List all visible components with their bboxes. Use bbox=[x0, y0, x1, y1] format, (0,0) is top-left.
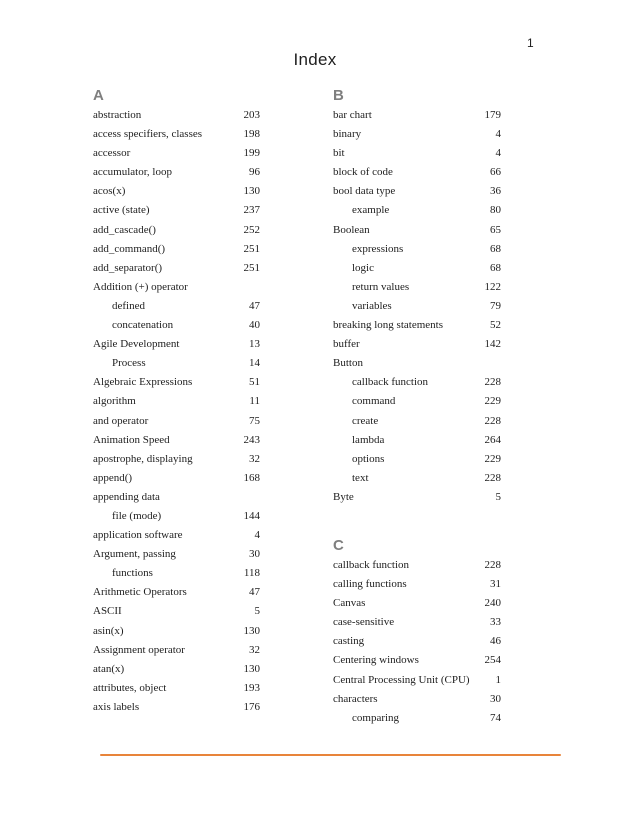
entry-term: expressions bbox=[352, 242, 404, 255]
entry-term: append() bbox=[93, 471, 133, 484]
entry-term: callback function bbox=[352, 376, 429, 389]
entry-term: axis labels bbox=[93, 700, 140, 713]
index-entry bbox=[333, 182, 501, 201]
index-entry bbox=[93, 201, 260, 220]
entry-page-number: 33 bbox=[490, 616, 501, 629]
index-entry bbox=[93, 392, 260, 411]
entry-page-number: 179 bbox=[484, 109, 501, 121]
entry-page-number: 122 bbox=[484, 280, 501, 293]
index-subentry bbox=[93, 354, 260, 373]
entry-page-number: 228 bbox=[484, 559, 501, 571]
entry-page-number: 13 bbox=[249, 338, 260, 351]
entry-page-number: 30 bbox=[249, 548, 260, 561]
index-entry bbox=[333, 335, 501, 354]
entry-term: Canvas bbox=[333, 597, 366, 610]
entry-page-number: 254 bbox=[484, 654, 501, 667]
entry-term: bit bbox=[333, 147, 345, 160]
entry-page-number: 68 bbox=[490, 242, 501, 255]
entry-term: Addition (+) operator bbox=[93, 280, 188, 293]
section-letter-b: B bbox=[333, 87, 344, 104]
entry-term: functions bbox=[112, 567, 153, 580]
entry-term: casting bbox=[333, 635, 365, 648]
index-title: Index bbox=[293, 50, 337, 69]
entry-term: characters bbox=[333, 692, 378, 705]
index-entry bbox=[333, 488, 501, 507]
entry-term: lambda bbox=[352, 433, 385, 446]
entry-page-number: 74 bbox=[490, 711, 501, 724]
entry-page-number: 47 bbox=[249, 586, 260, 599]
index-entry bbox=[93, 335, 260, 354]
index-entry bbox=[93, 660, 260, 679]
entry-term: appending data bbox=[93, 490, 160, 503]
index-entry bbox=[93, 182, 260, 201]
entry-term: options bbox=[352, 452, 385, 465]
index-column-a bbox=[93, 85, 260, 717]
index-subentry bbox=[333, 450, 501, 469]
entry-page-number: 30 bbox=[490, 692, 501, 705]
index-entry bbox=[333, 690, 501, 709]
entry-page-number: 4 bbox=[495, 128, 501, 141]
index-entry bbox=[333, 221, 501, 240]
entry-term: buffer bbox=[333, 338, 360, 351]
entry-term: defined bbox=[112, 299, 145, 312]
entry-list-a bbox=[93, 106, 260, 717]
index-entry bbox=[93, 278, 260, 297]
entry-page-number: 36 bbox=[490, 185, 501, 198]
index-entry bbox=[93, 144, 260, 163]
entry-page-number: 1 bbox=[495, 673, 501, 686]
entry-page-number: 228 bbox=[484, 471, 501, 484]
entry-term: accessor bbox=[93, 147, 131, 160]
entry-page-number: 31 bbox=[490, 578, 501, 591]
index-entry bbox=[333, 594, 501, 613]
entry-term: abstraction bbox=[93, 109, 142, 121]
index-subentry bbox=[333, 709, 501, 728]
entry-page-number: 118 bbox=[243, 567, 260, 580]
index-entry bbox=[93, 163, 260, 182]
index-subentry bbox=[333, 297, 501, 316]
entry-term: comparing bbox=[352, 711, 400, 724]
index-entry bbox=[93, 469, 260, 488]
entry-term: bool data type bbox=[333, 185, 396, 198]
index-entry bbox=[93, 622, 260, 641]
entry-page-number: 251 bbox=[243, 242, 260, 255]
index-subentry bbox=[333, 259, 501, 278]
entry-term: Arithmetic Operators bbox=[93, 586, 187, 599]
index-entry bbox=[333, 613, 501, 632]
entry-page-number: 237 bbox=[243, 204, 260, 217]
entry-page-number: 228 bbox=[484, 376, 501, 389]
entry-term: add_separator() bbox=[93, 261, 163, 274]
entry-term: add_cascade() bbox=[93, 223, 156, 236]
entry-page-number: 142 bbox=[484, 338, 501, 351]
entry-page-number: 168 bbox=[243, 471, 260, 484]
entry-term: Agile Development bbox=[93, 338, 180, 351]
section-letter-c: C bbox=[333, 537, 344, 554]
entry-page-number: 80 bbox=[490, 204, 501, 217]
index-entry bbox=[93, 106, 260, 125]
entry-term: calling functions bbox=[333, 578, 407, 591]
entry-page-number: 130 bbox=[243, 662, 260, 675]
entry-list-b bbox=[333, 106, 501, 507]
entry-term: block of code bbox=[333, 166, 393, 179]
entry-term: Process bbox=[112, 357, 146, 370]
entry-page-number: 228 bbox=[484, 414, 501, 427]
section-letter-a: A bbox=[93, 87, 104, 104]
index-entry bbox=[333, 671, 501, 690]
index-entry bbox=[93, 679, 260, 698]
entry-list-c bbox=[333, 556, 501, 728]
entry-page-number: 5 bbox=[254, 605, 260, 618]
index-entry bbox=[93, 488, 260, 507]
entry-term: and operator bbox=[93, 414, 149, 427]
index-column-c bbox=[333, 535, 501, 728]
entry-page-number: 176 bbox=[243, 700, 260, 713]
entry-term: accumulator, loop bbox=[93, 166, 172, 179]
entry-term: attributes, object bbox=[93, 681, 167, 694]
index-entry bbox=[93, 450, 260, 469]
entry-term: variables bbox=[352, 299, 392, 312]
index-subentry bbox=[333, 392, 501, 411]
entry-term: atan(x) bbox=[93, 662, 125, 675]
index-entry bbox=[93, 412, 260, 431]
entry-term: callback function bbox=[333, 559, 410, 571]
index-entry bbox=[93, 431, 260, 450]
index-entry bbox=[93, 602, 260, 621]
index-entry bbox=[93, 125, 260, 144]
index-entry bbox=[93, 259, 260, 278]
index-entry bbox=[333, 354, 501, 373]
entry-term: logic bbox=[352, 261, 374, 274]
index-entry bbox=[333, 556, 501, 575]
entry-page-number: 47 bbox=[249, 299, 260, 312]
entry-term: ASCII bbox=[93, 605, 122, 618]
entry-page-number: 68 bbox=[490, 261, 501, 274]
entry-term: concatenation bbox=[112, 319, 174, 332]
index-entry bbox=[93, 373, 260, 392]
entry-term: Centering windows bbox=[333, 654, 419, 667]
entry-page-number: 193 bbox=[243, 681, 260, 694]
index-entry bbox=[93, 240, 260, 259]
entry-term: file (mode) bbox=[112, 509, 162, 522]
entry-term: acos(x) bbox=[93, 185, 126, 198]
index-entry bbox=[333, 144, 501, 163]
index-entry bbox=[333, 163, 501, 182]
entry-term: Algebraic Expressions bbox=[93, 376, 193, 389]
entry-term: Argument, passing bbox=[93, 548, 176, 561]
entry-page-number: 229 bbox=[484, 395, 501, 408]
index-entry bbox=[93, 583, 260, 602]
entry-term: case-sensitive bbox=[333, 616, 395, 629]
entry-term: return values bbox=[352, 280, 410, 293]
index-subentry bbox=[333, 373, 501, 392]
entry-term: add_command() bbox=[93, 242, 166, 255]
entry-page-number: 130 bbox=[243, 624, 260, 637]
index-entry bbox=[93, 545, 260, 564]
entry-page-number: 203 bbox=[243, 109, 260, 121]
entry-page-number: 4 bbox=[495, 147, 501, 160]
entry-page-number: 243 bbox=[243, 433, 260, 446]
entry-term: Button bbox=[333, 357, 363, 370]
index-entry bbox=[333, 651, 501, 670]
entry-term: create bbox=[352, 414, 379, 427]
entry-term: application software bbox=[93, 529, 183, 542]
entry-page-number: 144 bbox=[243, 509, 260, 522]
entry-page-number: 5 bbox=[495, 490, 501, 503]
entry-page-number: 264 bbox=[484, 433, 501, 446]
entry-page-number: 14 bbox=[249, 357, 260, 370]
entry-term: algorithm bbox=[93, 395, 136, 408]
entry-page-number: 46 bbox=[490, 635, 501, 648]
entry-page-number: 130 bbox=[243, 185, 260, 198]
index-entry bbox=[333, 316, 501, 335]
index-entry bbox=[93, 526, 260, 545]
entry-term: example bbox=[352, 204, 390, 217]
entry-page-number: 251 bbox=[243, 261, 260, 274]
entry-term: text bbox=[352, 471, 369, 484]
entry-page-number: 79 bbox=[490, 299, 501, 312]
entry-term: access specifiers, classes bbox=[93, 128, 203, 141]
index-subentry bbox=[93, 507, 260, 526]
entry-page-number: 198 bbox=[243, 128, 260, 141]
entry-term: Central Processing Unit (CPU) bbox=[333, 673, 470, 686]
entry-page-number: 4 bbox=[254, 529, 260, 542]
index-entry bbox=[93, 641, 260, 660]
index-subentry bbox=[333, 469, 501, 488]
index-subentry bbox=[93, 297, 260, 316]
entry-page-number: 40 bbox=[249, 319, 260, 332]
entry-page-number: 96 bbox=[249, 166, 260, 179]
index-subentry bbox=[333, 278, 501, 297]
entry-term: Animation Speed bbox=[93, 433, 170, 446]
index-subentry bbox=[93, 564, 260, 583]
entry-term: Assignment operator bbox=[93, 643, 185, 656]
entry-page-number: 75 bbox=[249, 414, 260, 427]
entry-term: Byte bbox=[333, 490, 354, 503]
entry-page-number: 229 bbox=[484, 452, 501, 465]
index-entry bbox=[333, 125, 501, 144]
index-entry bbox=[93, 221, 260, 240]
entry-term: binary bbox=[333, 128, 362, 141]
entry-term: breaking long statements bbox=[333, 319, 443, 332]
entry-page-number: 252 bbox=[243, 223, 260, 236]
index-subentry bbox=[93, 316, 260, 335]
footer-divider bbox=[100, 754, 561, 756]
entry-page-number: 66 bbox=[490, 166, 501, 179]
index-column-b bbox=[333, 85, 501, 507]
index-subentry bbox=[333, 412, 501, 431]
entry-term: active (state) bbox=[93, 204, 150, 217]
index-subentry bbox=[333, 240, 501, 259]
entry-term: Boolean bbox=[333, 223, 370, 236]
index-entry bbox=[333, 632, 501, 651]
entry-page-number: 65 bbox=[490, 223, 501, 236]
entry-page-number: 32 bbox=[249, 452, 260, 465]
index-subentry bbox=[333, 431, 501, 450]
entry-term: apostrophe, displaying bbox=[93, 452, 193, 465]
entry-page-number: 199 bbox=[243, 147, 260, 160]
entry-page-number: 32 bbox=[249, 643, 260, 656]
entry-page-number: 11 bbox=[249, 395, 260, 408]
entry-page-number: 51 bbox=[249, 376, 260, 389]
index-entry bbox=[333, 575, 501, 594]
index-entry bbox=[93, 698, 260, 717]
entry-term: command bbox=[352, 395, 396, 408]
entry-term: bar chart bbox=[333, 109, 372, 121]
page-number: 1 bbox=[527, 36, 534, 50]
entry-page-number: 52 bbox=[490, 319, 501, 332]
entry-term: asin(x) bbox=[93, 624, 124, 637]
index-subentry bbox=[333, 201, 501, 220]
index-entry bbox=[333, 106, 501, 125]
entry-page-number: 240 bbox=[484, 597, 501, 610]
